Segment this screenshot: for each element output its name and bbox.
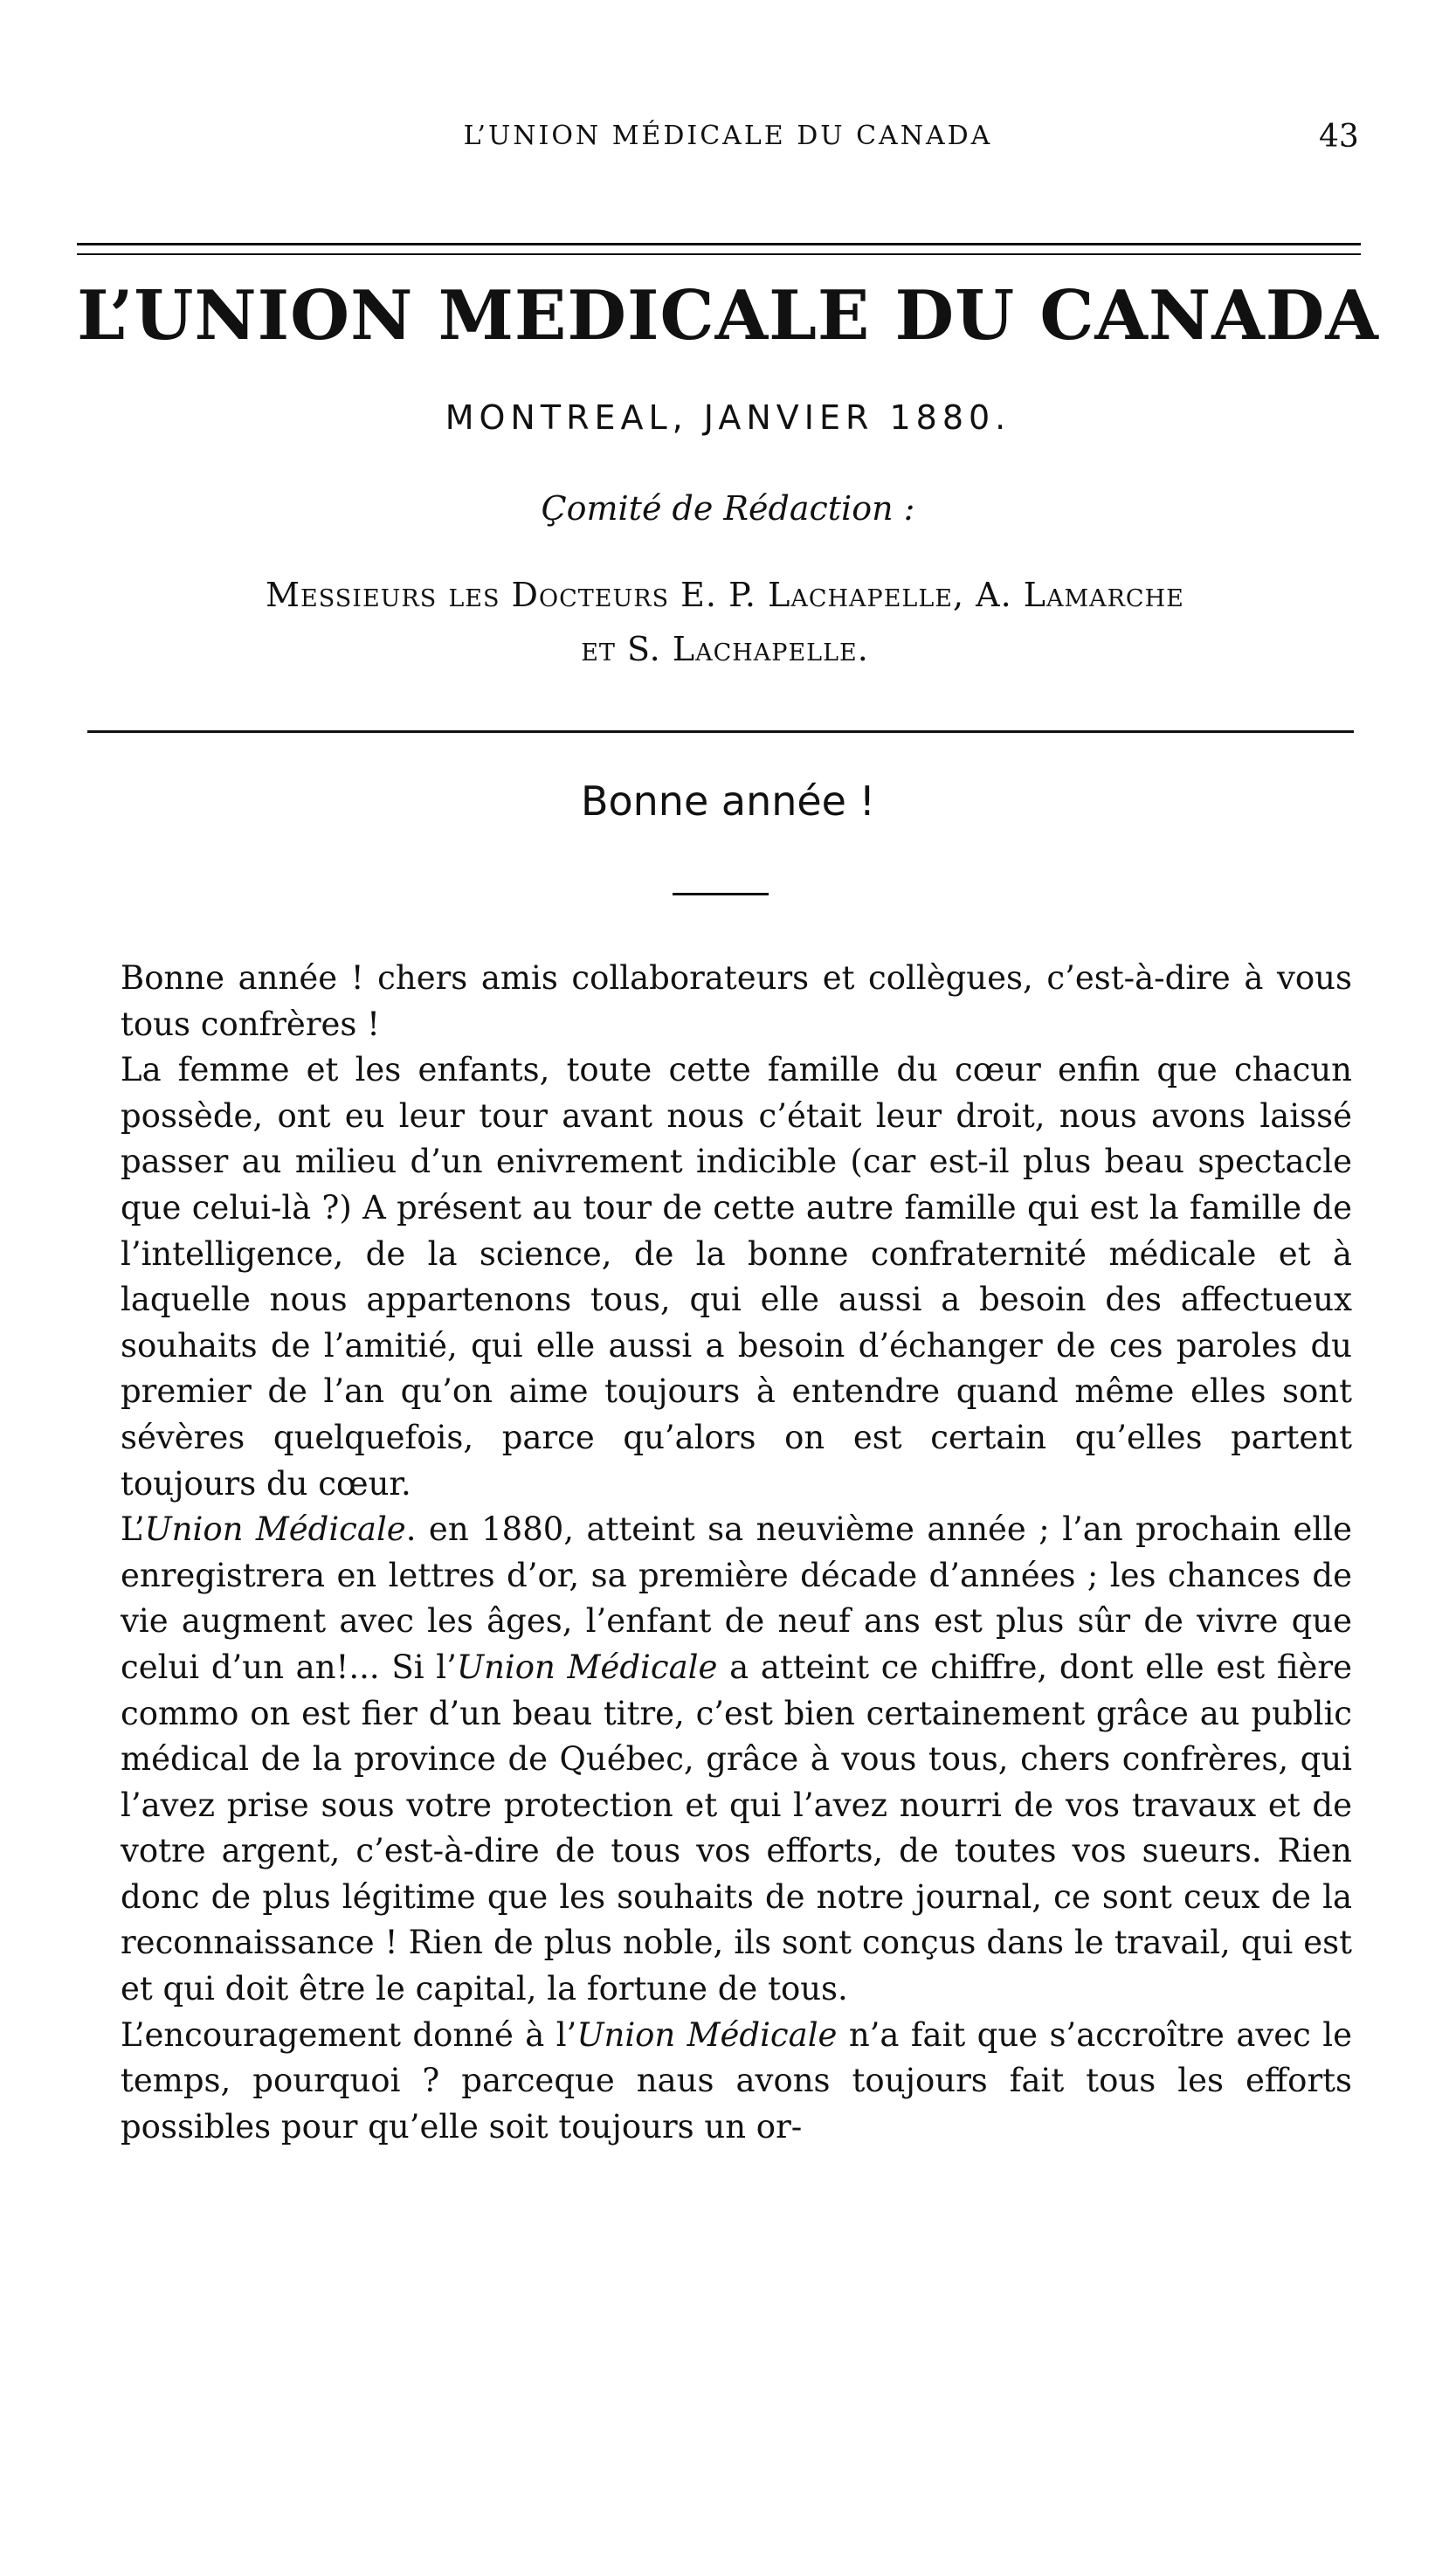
masthead-title: L’UNION MEDICALE DU CANADA	[77, 276, 1379, 356]
section-divider	[87, 730, 1354, 733]
dateline: MONTREAL, JANVIER 1880.	[445, 398, 1011, 437]
article-paragraph	[121, 1507, 1352, 2013]
text-run: a atteint ce chiffre, dont elle est fière commo on est fier d’un beau titre, c’est bien certainement grâce au public médical de la province de Québec, grâce à vous tous, chers confrères, qui l’avez prise sous votre protection et qui l’avez nourri de vos travaux et de votre argent, c’est-à-dire de tous vos efforts, de toutes vos sueurs. Rien donc de plus légitime que les souhaits de notre journal, ce sont ceux de la reconnaissance ! Rien de plus noble, ils sont conçus dans le travail, qui est et qui doit être le capital, la fortune de tous.	[121, 1648, 1353, 2008]
article-title: Bonne année !	[580, 777, 876, 825]
text-run: . en 1880, atteint sa neuvième année ; l’an prochain elle enregistrera en lettres d’or, sa première décade d’années ; les chances de vie augment avec les âges, l’enfant de neuf ans est plus sûr de vivre que celui d’un an!... Si l’	[121, 1510, 1352, 1686]
editors-block	[79, 568, 1371, 676]
double-rule-divider	[77, 243, 1361, 255]
committee-label: Çomité de Rédaction :	[541, 489, 915, 528]
text-run: Bonne année ! chers amis collaborateurs et collègues, c’est-à-dire à vous tous confrères !	[121, 959, 1352, 1043]
editors-line-2: et S. Lachapelle.	[581, 630, 869, 668]
text-run: n’a fait que s’accroître avec le temps, pourquoi ? parceque naus avons toujours fait tous les efforts possibles pour qu’elle soit toujours un or-	[121, 2015, 1352, 2146]
title-underline-rule	[673, 893, 769, 895]
running-head: L’UNION MÉDICALE DU CANADA	[463, 121, 993, 151]
article-paragraph	[121, 956, 1352, 1047]
editors-line-1: Messieurs les Docteurs E. P. Lachapelle, A. Lamarche	[266, 576, 1184, 614]
text-run: L’encouragement donné à l’	[121, 2015, 577, 2054]
italic-journal-name: Union Médicale	[144, 1510, 406, 1549]
text-run: La femme et les enfants, toute cette famille du cœur enfin que chacun possède, ont eu leur tour avant nous c’était leur droit, nous avons laissé passer au milieu d’un enivrement indicible (car est-il plus beau spectacle que celui-là ?) A présent au tour de cette autre famille qui est la famille de l’intelligence, de la science, de la bonne confraternité médicale et à laquelle nous appartenons tous, qui elle aussi a besoin des affectueux souhaits de l’amitié, qui elle aussi a besoin d’échanger de ces paroles du premier de l’an qu’on aime toujours à entendre quand même elles sont sévères quelquefois, parce qu’alors on est certain qu’elles partent toujours du cœur.	[121, 1051, 1352, 1503]
italic-journal-name: Union Médicale	[456, 1648, 718, 1686]
text-run: L’	[121, 1510, 145, 1549]
page-number: 43	[1319, 119, 1359, 155]
article-paragraph	[121, 1047, 1352, 1507]
article-body	[121, 956, 1352, 2150]
italic-journal-name: Union Médicale	[576, 2015, 838, 2054]
article-paragraph	[121, 2013, 1352, 2151]
